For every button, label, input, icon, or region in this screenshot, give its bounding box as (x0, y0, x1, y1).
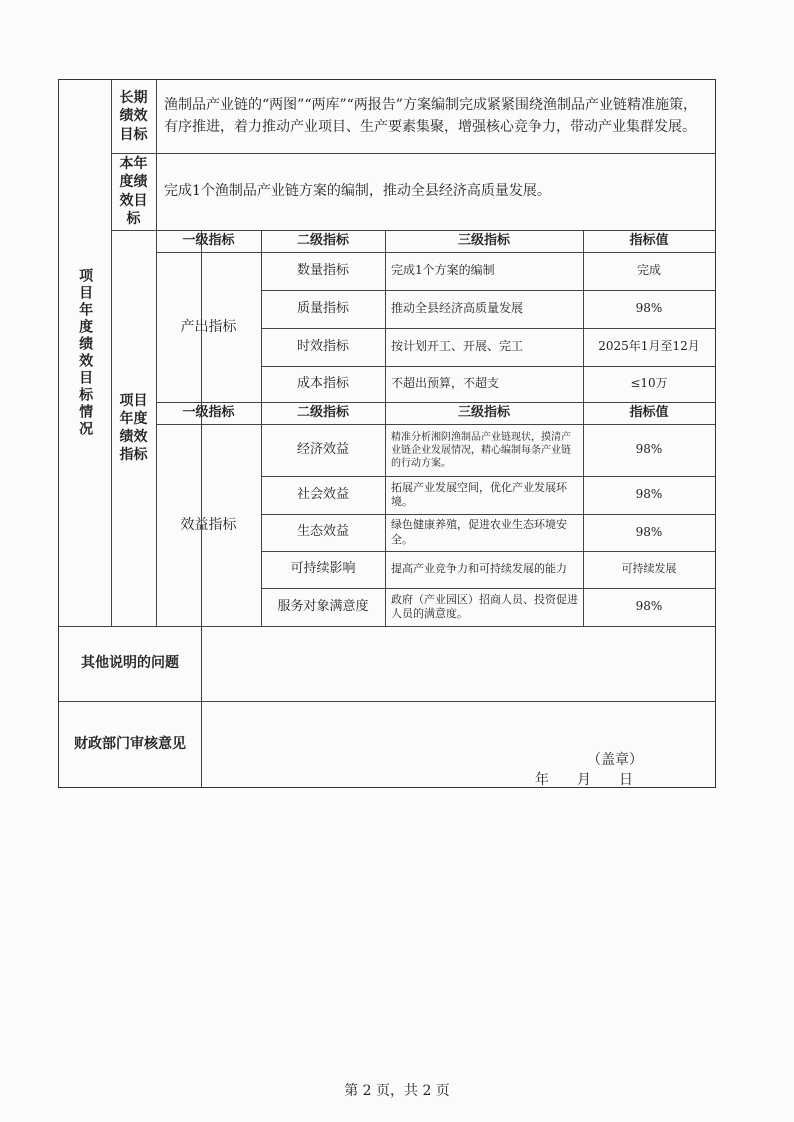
annual-goal-label: 本年度绩效目标 (119, 156, 148, 227)
output-level2: 时效指标 (296, 338, 349, 354)
output-value: 2025年1月至12月 (598, 339, 700, 354)
benefit-indicator-label: 效益指标 (180, 516, 237, 533)
output-level3: 推动全县经济高质量发展 (391, 301, 524, 316)
benefit-level3: 绿色健康养殖，促进农业生态环境安全。 (391, 518, 567, 546)
other-notes-field (201, 626, 715, 701)
benefit-value: 98% (635, 524, 663, 539)
output-indicator-label: 产出指标 (180, 318, 237, 335)
output-level2: 质量指标 (296, 300, 349, 316)
output-level2: 成本指标 (296, 375, 349, 391)
benefit-level2: 经济效益 (296, 441, 349, 457)
header-value: 指标值 (629, 404, 669, 420)
benefit-level2: 社会效益 (296, 486, 349, 502)
section-label: 项目年度绩效目标情况 (77, 268, 94, 438)
benefit-value: 可持续发展 (621, 562, 677, 576)
benefit-value: 98% (635, 487, 663, 502)
benefit-level3: 拓展产业发展空间，优化产业发展环境。 (391, 480, 567, 508)
finance-review-field (201, 701, 715, 787)
header-level1: 一级指标 (182, 232, 235, 248)
header-value: 指标值 (629, 232, 669, 248)
date-text: 年 月 日 (535, 772, 633, 788)
seal-text: （盖章） (587, 752, 643, 768)
benefit-level2: 生态效益 (296, 524, 349, 540)
output-value: ≤10万 (630, 376, 668, 391)
benefit-level2: 可持续影响 (290, 561, 356, 577)
header-level1: 一级指标 (182, 404, 235, 420)
output-level3: 按计划开工、开展、完工 (391, 339, 524, 354)
indicators-label: 项目年度绩效指标 (119, 392, 148, 464)
other-notes-label: 其他说明的问题 (81, 655, 179, 672)
benefit-level2: 服务对象满意度 (277, 598, 369, 614)
benefit-value: 98% (635, 599, 663, 614)
output-level2: 数量指标 (296, 262, 349, 278)
output-value: 98% (635, 301, 663, 316)
output-level3: 完成1个方案的编制 (391, 263, 495, 278)
benefit-level3: 政府（产业园区）招商人员、投资促进人员的满意度。 (391, 592, 578, 620)
output-level3: 不超出预算，不超支 (391, 376, 500, 391)
output-value: 完成 (636, 263, 661, 278)
long-term-goal-label: 长期绩效目标 (119, 90, 148, 143)
benefit-level3: 精准分析湘阴渔制品产业链现状，摸清产业链企业发展情况，精心编制每条产业链的行动方案。 (391, 431, 571, 469)
benefit-value: 98% (635, 442, 663, 457)
benefit-level3: 提高产业竞争力和可持续发展的能力 (391, 562, 567, 576)
finance-review-label: 财政部门审核意见 (74, 735, 186, 752)
performance-table (58, 79, 716, 788)
header-level2: 二级指标 (296, 232, 349, 248)
long-term-goal-text: 渔制品产业链的“两图”“两库”“两报告”方案编制完成紧紧围绕渔制品产业链精准施策，有序推进，着力推动产业项目、生产要素集聚，增强核心竞争力，带动产业集群发展。 (164, 96, 697, 135)
page-footer: 第 2 页，共 2 页 (344, 1083, 450, 1099)
header-level2: 二级指标 (296, 404, 349, 420)
annual-goal-text: 完成1个渔制品产业链方案的编制，推动全县经济高质量发展。 (164, 182, 551, 199)
header-level3: 三级指标 (457, 232, 510, 248)
header-level3: 三级指标 (457, 404, 510, 420)
